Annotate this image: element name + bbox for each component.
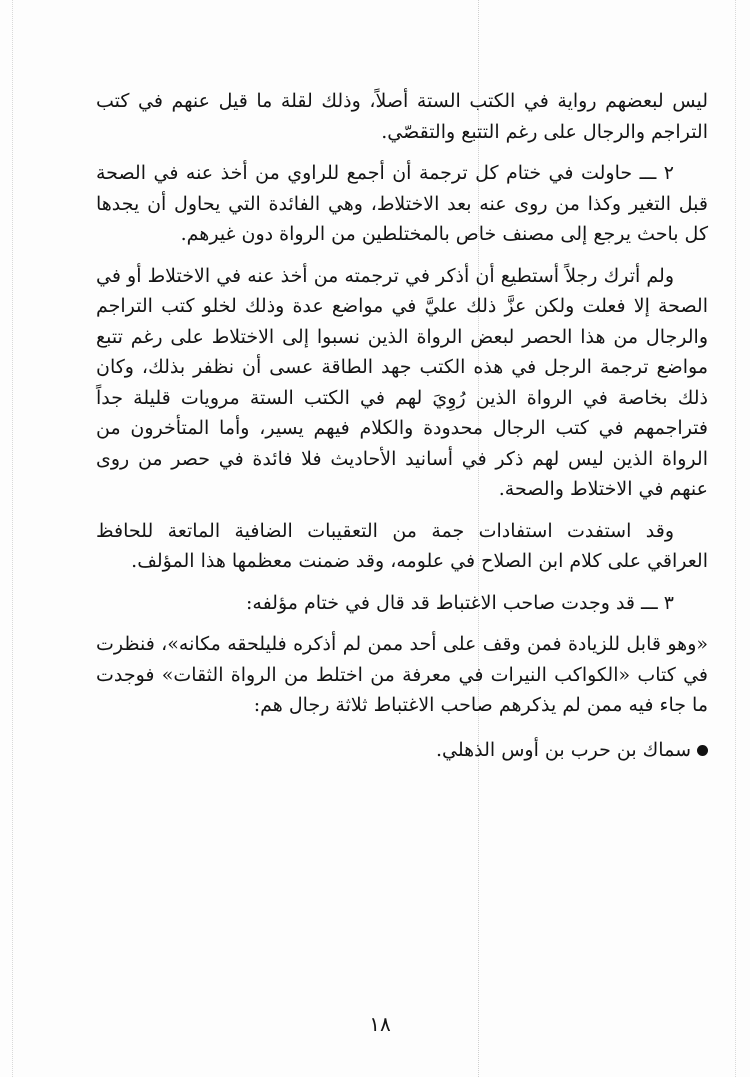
bullet-item bbox=[96, 735, 708, 766]
page-number: ١٨ bbox=[369, 1012, 391, 1036]
paragraph-point-2: ٢ ـــ حاولت في ختام كل ترجمة أن أجمع للراوي من أخذ عنه في الصحة قبل التغير وكذا من روى عنه بعد الاختلاط، وهي الفائدة التي يحاول أن يجدها كل باحث يرجع إلى مصنف خاص بالمختلطين من الرواة دون غيرهم. bbox=[96, 162, 708, 245]
paragraph-continuation: ليس لبعضهم رواية في الكتب الستة أصلاً، وذلك لقلة ما قيل عنهم في كتب التراجم والرجال على رغم التتبع والتقصّي. bbox=[96, 90, 708, 143]
scan-edge-left bbox=[12, 0, 13, 1077]
paragraph-point-3: ٣ ـــ قد وجدت صاحب الاغتباط قد قال في ختام مؤلفه: bbox=[245, 591, 674, 614]
scan-edge-right bbox=[735, 0, 736, 1077]
bullet-item-text: سماك بن حرب بن أوس الذهلي. bbox=[435, 738, 691, 761]
body-text bbox=[96, 86, 708, 765]
paragraph-exceptions: ولم أترك رجلاً أستطيع أن أذكر في ترجمته من أخذ عنه في الاختلاط أو في الصحة إلا فعلت ولكن عزَّ ذلك عليَّ في مواضع عدة وذلك لخلو كتب التراجم والرجال من هذا الحصر لبعض الرواة الذين نسبوا إلى الاختلاط على رغم تتبع مواضع ترجمة الرجل في هذه الكتب جهد الطاقة عسى أن نظفر بذلك، وكان ذلك بخاصة في الرواة الذين رُوِيَ لهم في الكتب الستة مرويات قليلة جداً فتراجمهم في كتب الرجال محدودة والكلام فيهم يسير، وأما المتأخرون من الرواة الذين ليس لهم ذكر في أسانيد الأحاديث فلا فائدة في حصر من روى عنهم في الاختلاط والصحة. bbox=[96, 264, 708, 500]
bullet-dot-icon bbox=[697, 745, 708, 756]
paragraph-quotation: «وهو قابل للزيادة فمن وقف على أحد ممن لم أذكره فليلحقه مكانه»، فنظرت في كتاب «الكواكب النيرات في معرفة من اختلط من الرواة الثقات» فوجدت ما جاء فيه ممن لم يذكرهم صاحب الاغتباط ثلاثة رجال هم: bbox=[96, 633, 708, 716]
paragraph-iraqi-benefits: وقد استفدت استفادات جمة من التعقيبات الضافية الماتعة للحافظ العراقي على كلام ابن الصلاح في علومه، وقد ضمنت معظمها هذا المؤلف. bbox=[96, 519, 708, 572]
